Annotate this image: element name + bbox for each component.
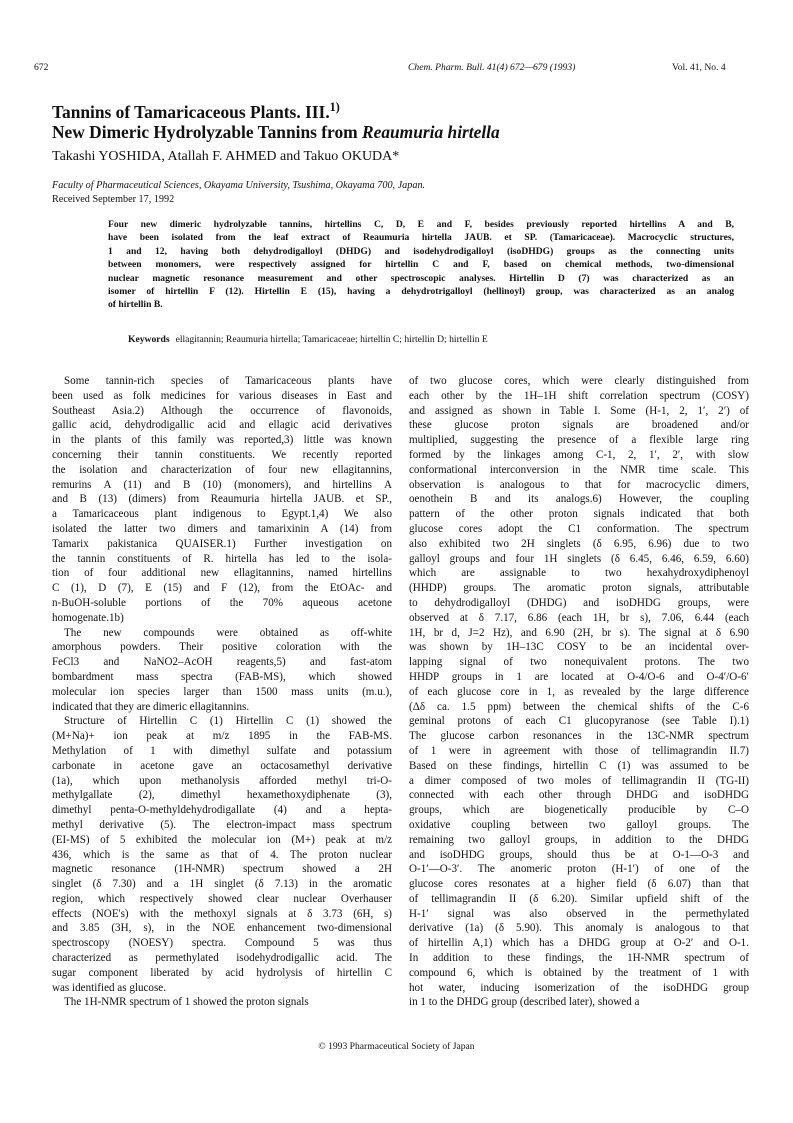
text-line: The 1H-NMR spectrum of 1 showed the proton signals	[64, 996, 309, 1009]
text-line: which are assignable to two hexahydroxydiphenoyl	[409, 567, 749, 580]
text-line: sugar component liberated by acid hydrolysis of hirtellin C	[52, 966, 392, 979]
text-line: these glucose proton signals are broadened and/or	[409, 419, 749, 432]
text-line: and isoDHDG groups, should thus be at O-1—O-3 and	[409, 848, 749, 861]
text-line: (M+Na)+ ion peak at m/z 1895 in the FAB-MS.	[52, 730, 392, 743]
abstract	[108, 218, 734, 312]
text-line: magnetic resonance (1H-NMR) spectrum showed a 2H	[52, 863, 392, 876]
text-line: observation is analogous to that for macrocyclic dimers,	[409, 478, 749, 491]
text-line: lapping signal of two nonequivalent protons. The two	[409, 656, 749, 669]
text-line: glucose cores resonates at a higher field (δ 6.07) than that	[409, 878, 749, 891]
text-line: been used as folk medicines for various diseases in East and	[52, 389, 392, 402]
text-line: indicated that they are dimeric ellagitannins.	[52, 700, 250, 713]
text-line: Tamarix pakistanica QUAISER.1) Further investigation on	[52, 537, 392, 550]
text-line: H-1′ signal was also observed in the permethylated	[409, 907, 749, 920]
body-right-column	[409, 374, 749, 1010]
paper-title	[52, 102, 500, 142]
text-line: was shown by 1H–13C COSY to be an incidental over-	[409, 641, 749, 654]
title-footnote-ref: 1)	[329, 100, 340, 115]
text-line: compound 6, which is obtained by the treatment of 1 with	[409, 966, 749, 979]
text-line: HHDP groups in 1 are located at O-4/O-6 and O-4′/O-6′	[409, 670, 749, 683]
abstract-line: Four new dimeric hydrolyzable tannins, hirtellins C, D, E and F, besides previously reported hirtellins A and B,	[108, 219, 734, 230]
text-line: methylgallate (2), dimethyl hexamethoxydiphenate (3),	[52, 789, 392, 802]
title-line-2: New Dimeric Hydrolyzable Tannins from	[52, 122, 358, 142]
text-line: each other by the 1H–1H shift correlation spectrum (COSY)	[409, 389, 749, 402]
text-line: homogenate.1b)	[52, 611, 124, 624]
text-line: to dehydrodigalloyl (DHDG) and isoDHDG groups, were	[409, 596, 749, 609]
text-line: 1H, br d, J=2 Hz), and 6.90 (2H, br s). The signal at δ 6.90	[409, 626, 749, 639]
text-line: spectroscopy (NOESY) spectra. Compound 5 was thus	[52, 937, 392, 950]
journal-citation: Chem. Pharm. Bull. 41(4) 672—679 (1993)	[408, 62, 576, 73]
text-line: hot water, inducing isomerization of the isoDHDG group	[409, 981, 749, 994]
copyright-footer: © 1993 Pharmaceutical Society of Japan	[318, 1041, 475, 1052]
text-line: groups, which are biogenetically producible by C–O	[409, 804, 749, 817]
text-line: derivative (1a) (δ 5.90). This anomaly is analogous to that	[409, 922, 749, 935]
text-line: and 3.85 (3H, s), in the NOE enhancement two-dimensional	[52, 922, 392, 935]
text-line: effects (NOE's) with the methoxyl signals at δ 3.73 (6H, s)	[52, 907, 392, 920]
volume-info: Vol. 41, No. 4	[672, 62, 726, 73]
text-line: Some tannin-rich species of Tamaricaceous plants have	[64, 375, 392, 387]
abstract-line: isomer of hirtellin F (12). Hirtellin E (15), having a dehydrotrigalloyl (hellinoyl) group, was characterized as an analog	[108, 286, 734, 298]
text-line: carbonate in acetone gave an octacosamethyl derivative	[52, 759, 392, 772]
text-line: O-1′—O-3′. The anomeric proton (H-1′) of one of the	[409, 863, 749, 876]
text-line: (EI-MS) of 5 exhibited the molecular ion (M+) peak at m/z	[52, 833, 392, 846]
text-line: and B (13) (dimers) from Reaumuria hirtella JAUB. et SP.,	[52, 493, 392, 506]
text-line: characterized as permethylated isodehydrodigallic acid. The	[52, 952, 392, 965]
text-line: (HHDP) groups. The aromatic proton signals, attributable	[409, 582, 749, 595]
text-line: Based on these findings, hirtellin C (1) was assumed to be	[409, 759, 749, 772]
text-line: was identified as glucose.	[52, 981, 166, 994]
text-line: (1a), which upon methanolysis afforded methyl tri-O-	[52, 774, 392, 787]
text-line: 436, which is the same as that of 4. The proton nuclear	[52, 848, 392, 861]
text-line: and assigned as shown in Table I. Some (H-1, 2, 1′, 2′) of	[409, 404, 749, 417]
text-line: remurins A (11) and B (10) (monomers), and hirtellins A	[52, 478, 392, 491]
text-line: of hirtellin A,1) which has a DHDG group at O-2′ and O-1.	[409, 937, 749, 950]
text-line: FeCl3 and NaNO2–AcOH reagents,5) and fast-atom	[52, 656, 392, 669]
text-line: of 1 were in agreement with those of tellimagrandin II.7)	[409, 744, 749, 757]
text-line: a Tamaricaceous plant indigenous to Egypt.1,4) We also	[52, 508, 392, 521]
text-line: n-BuOH-soluble portions of the 70% aqueous acetone	[52, 596, 392, 609]
text-line: Methylation of 1 with dimethyl sulfate and potassium	[52, 744, 392, 757]
text-line: connected with each other through DHDG and isoDHDG	[409, 789, 749, 802]
text-line: glucose cores adopt the C1 conformation. The spectrum	[409, 522, 749, 535]
keywords-list: ellagitannin; Reaumuria hirtella; Tamaricaceae; hirtellin C; hirtellin D; hirtellin E	[175, 334, 488, 345]
keywords	[128, 334, 488, 345]
abstract-line: of hirtellin B.	[108, 299, 163, 311]
text-line: oenothein B and its analogs.6) However, the coupling	[409, 493, 749, 506]
text-line: region, which respectively showed clear nuclear Overhauser	[52, 892, 392, 905]
body-left-column	[52, 374, 392, 1010]
received-date: Received September 17, 1992	[52, 194, 175, 205]
text-line: molecular ion species larger than 1500 mass units (m.u.),	[52, 685, 392, 698]
text-line: in 1 to the DHDG group (described later), showed a	[409, 996, 640, 1009]
text-line: pattern of the other proton signals indicated that both	[409, 508, 749, 521]
text-line: dimethyl penta-O-methyldehydrodigallate (4) and a hepta-	[52, 804, 392, 817]
text-line: isolated the latter two dimers and tamarixinin A (14) from	[52, 522, 392, 535]
text-line: The glucose carbon resonances in the 13C-NMR spectrum	[409, 730, 749, 743]
text-line: of each glucose core in 1, as revealed by the large difference	[409, 685, 749, 698]
text-line: methyl derivative (5). The electron-impact mass spectrum	[52, 818, 392, 831]
text-line: the tannin constituents of R. hirtella has led to the isola-	[52, 552, 392, 565]
text-line: tion of four additional new ellagitannins, named hirtellins	[52, 567, 392, 580]
text-line: multiplied, suggesting the presence of a flexible large ring	[409, 434, 749, 447]
text-line: a dimer composed of two moles of tellimagrandin II (TG-II)	[409, 774, 749, 787]
affiliation: Faculty of Pharmaceutical Sciences, Okayama University, Tsushima, Okayama 700, Japan.	[52, 180, 426, 191]
text-line: observed at δ 7.17, 6.86 (each 1H, br s), 7.06, 6.44 (each	[409, 611, 749, 624]
text-line: Southeast Asia.2) Although the occurrence of flavonoids,	[52, 404, 392, 417]
keywords-label: Keywords	[128, 334, 170, 345]
text-line: The new compounds were obtained as off-white	[64, 626, 392, 639]
text-line: of two glucose cores, which were clearly distinguished from	[409, 375, 749, 387]
text-line: amorphous powders. Their positive coloration with the	[52, 641, 392, 654]
page-number: 672	[34, 62, 49, 73]
text-line: (Δδ ca. 1.5 ppm) between the chemical shifts of the C-6	[409, 700, 749, 713]
abstract-line: 1 and 12, having both dehydrodigalloyl (DHDG) and isodehydrodigalloyl (isoDHDG) groups as the connecting units	[108, 245, 734, 257]
text-line: singlet (δ 7.30) and a 1H singlet (δ 7.13) in the aromatic	[52, 878, 392, 891]
text-line: concerning their tannin constituents. We recently reported	[52, 448, 392, 461]
text-line: also exhibited two 2H singlets (δ 6.95, 6.96) due to two	[409, 537, 749, 550]
text-line: the isolation and characterization of four new ellagitannins,	[52, 463, 392, 476]
text-line: of tellimagrandin II (δ 6.20). Similar upfield shift of the	[409, 892, 749, 905]
text-line: in the plants of this family was reported,3) little was known	[52, 434, 392, 447]
text-line: remaining two galloyl groups, in addition to the DHDG	[409, 833, 749, 846]
text-line: conformational interconversion in the NMR time scale. This	[409, 463, 749, 476]
abstract-line: between monomers, were respectively assigned for hirtellin C and F, based on chemical methods, two-dimensional	[108, 259, 734, 271]
text-line: oxidative coupling between two galloyl groups. The	[409, 818, 749, 831]
abstract-line: nuclear magnetic resonance measurement and other spectroscopic analyses. Hirtellin D (7) was characterized as an	[108, 272, 734, 284]
text-line: formed by the linkages among C-1, 2, 1′, 2′, with slow	[409, 448, 749, 461]
text-line: In addition to these findings, the 1H-NMR spectrum of	[409, 952, 749, 965]
title-species: Reaumuria hirtella	[362, 122, 500, 142]
text-line: C (1), D (7), E (15) and F (12), from the EtOAc- and	[52, 582, 392, 595]
abstract-line: have been isolated from the leaf extract of Reaumuria hirtella JAUB. et SP. (Tamaricaceae). Macrocyclic structures,	[108, 232, 734, 244]
text-line: Structure of Hirtellin C (1) Hirtellin C (1) showed the	[64, 715, 392, 728]
text-line: bombardment mass spectra (FAB-MS), which showed	[52, 670, 392, 683]
text-line: gallic acid, dehydrodigallic acid and ellagic acid derivatives	[52, 419, 392, 432]
text-line: galloyl groups and four 1H singlets (δ 6.45, 6.46, 6.59, 6.60)	[409, 552, 749, 565]
title-line-1: Tannins of Tamaricaceous Plants. III.	[52, 102, 330, 122]
text-line: geminal protons of each C1 glucopyranose (see Table I).1)	[409, 715, 749, 728]
authors: Takashi YOSHIDA, Atallah F. AHMED and Takuo OKUDA*	[52, 149, 400, 164]
